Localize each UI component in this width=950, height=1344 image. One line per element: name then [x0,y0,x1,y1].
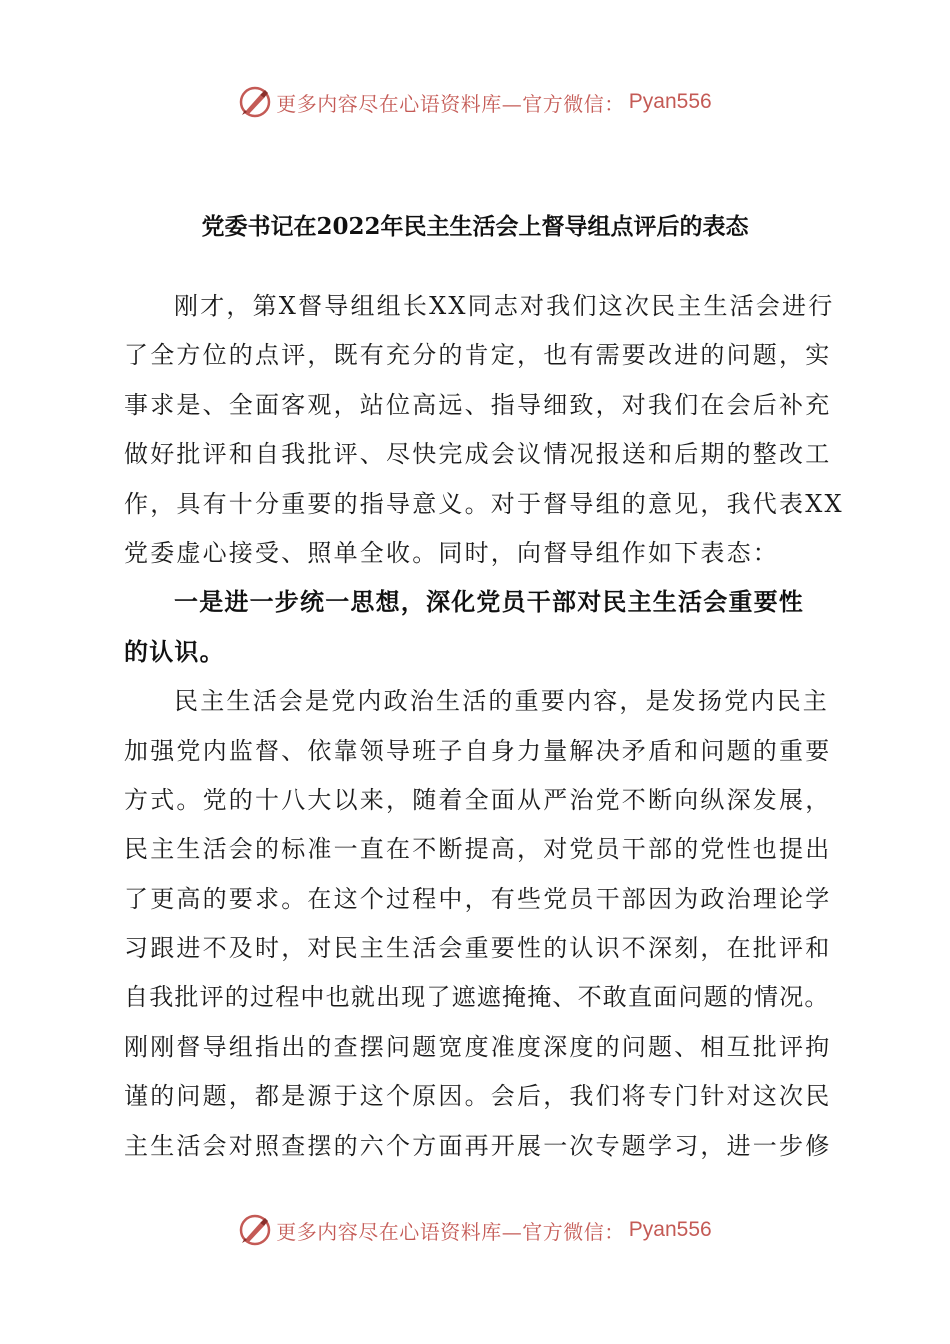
text-line: 了更高的要求。在这个过程中，有些党员干部因为政治理论学 [124,884,832,913]
text-line: 习跟进不及时，对民主生活会重要性的认识不深刻，在批评和 [124,934,832,963]
text-line: 方式。党的十八大以来，随着全面从严治党不断向纵深发展， [124,785,832,814]
text-line: 谨的问题，都是源于这个原因。会后，我们将专门针对这次民 [124,1082,832,1111]
watermark-text: 更多内容尽在心语资料库—官方微信： [276,91,625,116]
document-title: 党委书记在2022年民主生活会上督导组点评后的表态 [201,213,749,240]
text-line: 自我批评的过程中也就出现了遮遮掩掩、不敢直面问题的情况。 [124,983,830,1012]
document-body [124,282,844,1171]
text-line: 党委虚心接受、照单全收。同时，向督导组作如下表态： [124,538,779,567]
text-line: 民主生活会是党内政治生活的重要内容，是发扬党内民主 [174,687,829,716]
text-line: 刚才，第X督导组组长XX同志对我们这次民主生活会进行 [174,292,835,320]
text-line: 作，具有十分重要的指导意义。对于督导组的意见，我代表XX [124,489,844,518]
pen-logo-icon [238,1213,272,1247]
text-line: 刚刚督导组指出的查摆问题宽度准度深度的问题、相互批评拘 [124,1032,832,1061]
watermark-text: 更多内容尽在心语资料库—官方微信： [276,1219,625,1244]
watermark-wechat-id: Pyan556 [628,1218,712,1241]
text-line: 事求是、全面客观，站位高远、指导细致，对我们在会后补充 [124,390,832,419]
text-line: 加强党内监督、依靠领导班子自身力量解决矛盾和问题的重要 [124,736,832,765]
pen-logo-icon [238,85,272,119]
section-heading-line: 一是进一步统一思想，深化党员干部对民主生活会重要性 [174,588,804,617]
header-watermark [0,82,950,122]
footer-watermark [0,1210,950,1250]
watermark-wechat-id: Pyan556 [628,90,712,113]
text-line: 了全方位的点评，既有充分的肯定，也有需要改进的问题，实 [124,341,832,370]
text-line: 主生活会对照查摆的六个方面再开展一次专题学习，进一步修 [124,1131,832,1160]
text-line: 民主生活会的标准一直在不断提高，对党员干部的党性也提出 [124,835,832,864]
section-heading-line: 的认识。 [124,637,225,666]
text-line: 做好批评和自我批评、尽快完成会议情况报送和后期的整改工 [124,440,832,469]
